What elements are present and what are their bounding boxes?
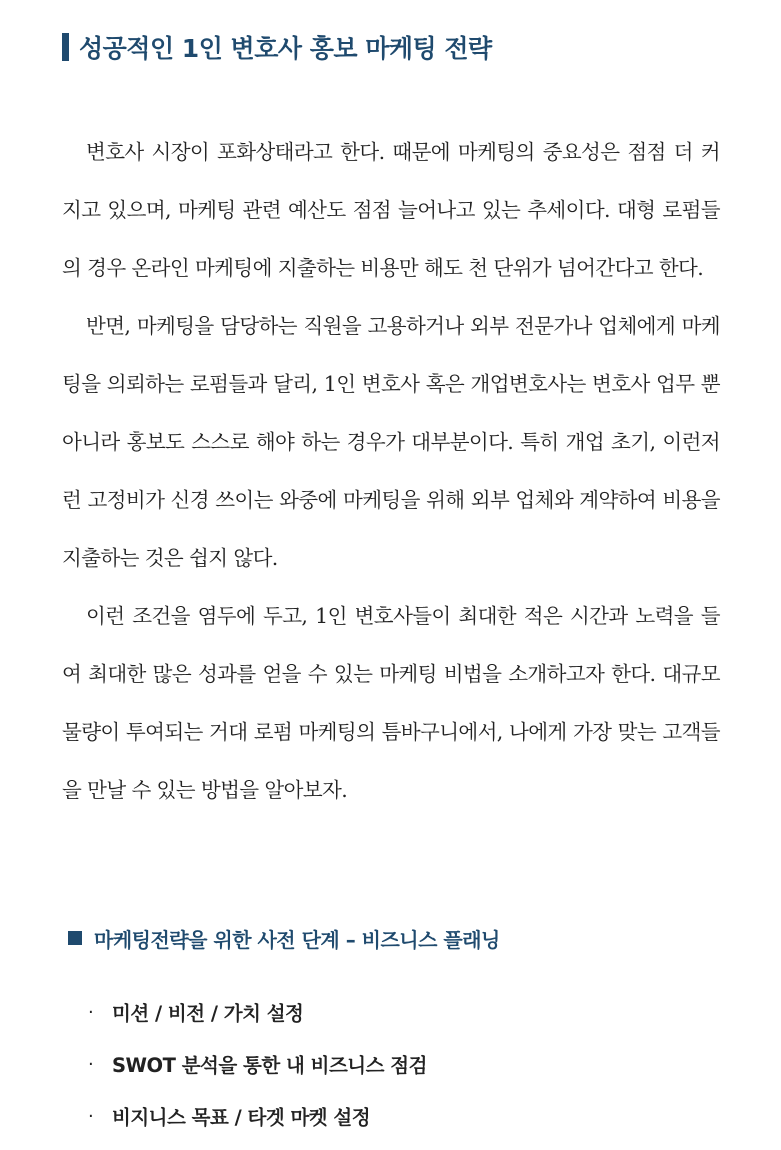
list-item (88, 986, 748, 1038)
paragraph-3: 이런 조건을 염두에 두고, 1인 변호사들이 최대한 적은 시간과 노력을 들여 최대한 많은 성과를 얻을 수 있는 마케팅 비법을 소개하고자 한다. 대규모 물량이 투여되는 거대 로펌 마케팅의 틈바구니에서, 나에게 가장 맞는 고객들을 만날 수 있는 방법을 알아보자. (62, 604, 720, 802)
square-bullet-icon (68, 931, 82, 945)
list-item-text: 미션 / 비전 / 가치 설정 (112, 1002, 304, 1025)
bullet-dot-icon: · (88, 1053, 94, 1075)
list-item-text: SWOT 분석을 통한 내 비즈니스 점검 (112, 1054, 427, 1077)
planning-section (68, 920, 748, 1142)
paragraph-2: 반면, 마케팅을 담당하는 직원을 고용하거나 외부 전문가나 업체에게 마케팅을 의뢰하는 로펌들과 달리, 1인 변호사 혹은 개업변호사는 변호사 업무 뿐 아니라 홍보도 스스로 해야 하는 경우가 대부분이다. 특히 개업 초기, 이런저런 고정비가 신경 쓰이는 와중에 마케팅을 위해 외부 업체와 계약하여 비용을 지출하는 것은 쉽지 않다. (62, 314, 720, 570)
bullet-dot-icon: · (88, 1105, 94, 1127)
list-item (88, 1038, 748, 1090)
list-item (88, 1090, 748, 1142)
step-list (68, 986, 748, 1142)
page-title: 성공적인 1인 변호사 홍보 마케팅 전략 (79, 34, 492, 63)
article-body (62, 123, 720, 819)
list-item-text: 비지니스 목표 / 타겟 마켓 설정 (112, 1106, 371, 1129)
page-title-row (62, 30, 492, 64)
paragraph-1: 변호사 시장이 포화상태라고 한다. 때문에 마케팅의 중요성은 점점 더 커지고 있으며, 마케팅 관련 예산도 점점 늘어나고 있는 추세이다. 대형 로펌들의 경우 온라인 마케팅에 지출하는 비용만 해도 천 단위가 넘어간다고 한다. (62, 140, 720, 280)
section-title: 마케팅전략을 위한 사전 단계 – 비즈니스 플래닝 (94, 927, 500, 952)
bullet-dot-icon: · (88, 1001, 94, 1023)
title-accent-bar (62, 33, 69, 61)
section-heading (68, 920, 748, 956)
